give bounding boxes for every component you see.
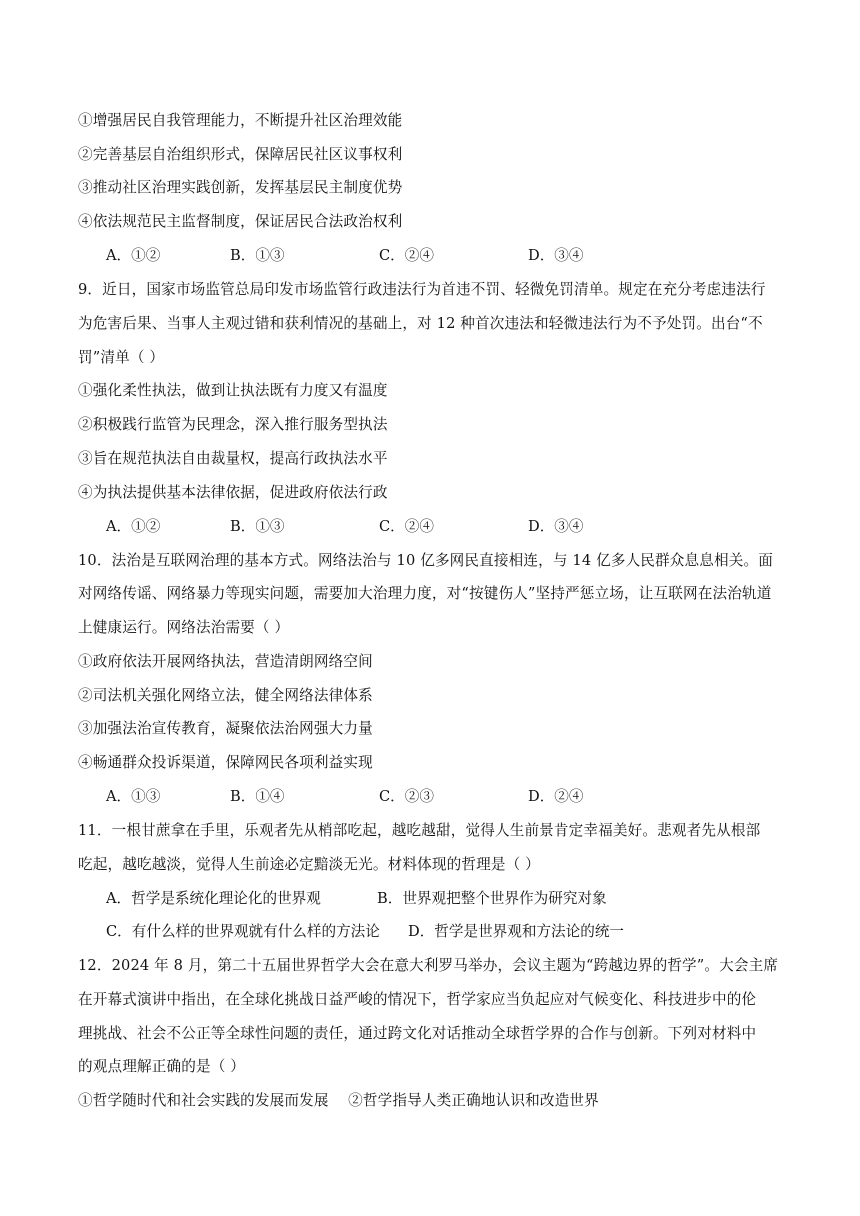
q11-stem-line-1: 11．一根甘蔗拿在手里，乐观者先从梢部吃起，越吃越甜，觉得人生前景肯定幸福美好。悲观者先从根部 <box>78 822 761 839</box>
q10-stem-line-3: 上健康运行。网络法治需要（ ） <box>78 619 290 636</box>
q8-option-a[interactable]: A．①② <box>106 247 161 264</box>
q8-option-b[interactable]: B．①③ <box>230 247 285 264</box>
q10-option-a[interactable]: A．①③ <box>106 788 161 805</box>
q8-statement-3: ③推动社区治理实践创新，发挥基层民主制度优势 <box>78 179 403 196</box>
q9-option-a[interactable]: A．①② <box>106 518 161 535</box>
q11-option-d[interactable]: D．哲学是世界观和方法论的统一 <box>408 923 625 940</box>
q9-statement-3: ③旨在规范执法自由裁量权，提高行政执法水平 <box>78 450 388 467</box>
q8-option-c[interactable]: C．②④ <box>379 247 434 264</box>
q8-statement-2: ②完善基层自治组织形式，保障居民社区议事权利 <box>78 146 403 163</box>
q9-stem-line-1: 9．近日，国家市场监管总局印发市场监管行政违法行为首违不罚、轻微免罚清单。规定在充分考虑违法行 <box>78 281 766 298</box>
q10-statement-2: ②司法机关强化网络立法，健全网络法律体系 <box>78 687 373 704</box>
q10-option-c[interactable]: C．②③ <box>379 788 434 805</box>
q8-statement-1: ①增强居民自我管理能力，不断提升社区治理效能 <box>78 112 403 129</box>
q9-option-b[interactable]: B．①③ <box>230 518 285 535</box>
q9-statement-2: ②积极践行监管为民理念，深入推行服务型执法 <box>78 416 388 433</box>
q12-stem-line-1: 12．2024 年 8 月，第二十五届世界哲学大会在意大利罗马举办，会议主题为“跨越边界的哲学”。大会主席 <box>78 957 779 974</box>
q12-stem-line-2: 在开幕式演讲中指出，在全球化挑战日益严峻的情况下，哲学家应当负起应对气候变化、科技进步中的伦 <box>78 991 757 1008</box>
q10-statement-3: ③加强法治宣传教育，凝聚依法治网强大力量 <box>78 720 373 737</box>
q8-statement-4: ④依法规范民主监督制度，保证居民合法政治权利 <box>78 213 403 230</box>
q9-statement-1: ①强化柔性执法，做到让执法既有力度又有温度 <box>78 382 388 399</box>
q10-statement-4: ④畅通群众投诉渠道，保障网民各项利益实现 <box>78 754 373 771</box>
q9-option-c[interactable]: C．②④ <box>379 518 434 535</box>
q11-option-a[interactable]: A．哲学是系统化理论化的世界观 <box>106 890 321 907</box>
q11-option-c[interactable]: C．有什么样的世界观就有什么样的方法论 <box>106 923 380 940</box>
q10-stem-line-1: 10．法治是互联网治理的基本方式。网络法治与 10 亿多网民直接相连，与 14 亿多人民群众息息相关。面 <box>78 552 774 569</box>
q8-option-d[interactable]: D．③④ <box>528 247 584 264</box>
q10-stem-line-2: 对网络传谣、网络暴力等现实问题，需要加大治理力度，对“按键伤人”坚持严惩立场，让互联网在法治轨道 <box>78 585 772 602</box>
q9-stem-line-2: 为危害后果、当事人主观过错和获利情况的基础上，对 12 种首次违法和轻微违法行为不予处罚。出台“不 <box>78 315 763 332</box>
q12-stem-line-3: 理挑战、社会不公正等全球性问题的责任，通过跨文化对话推动全球哲学界的合作与创新。下列对材料中 <box>78 1025 757 1042</box>
q10-statement-1: ①政府依法开展网络执法，营造清朗网络空间 <box>78 653 373 670</box>
q9-statement-4: ④为执法提供基本法律依据，促进政府依法行政 <box>78 484 388 501</box>
q11-option-b[interactable]: B．世界观把整个世界作为研究对象 <box>377 890 607 907</box>
q9-option-d[interactable]: D．③④ <box>528 518 584 535</box>
q9-stem-line-3: 罚”清单（ ） <box>78 349 165 366</box>
q12-statements-line: ①哲学随时代和社会实践的发展而发展 ②哲学指导人类正确地认识和改造世界 <box>78 1092 599 1109</box>
q10-option-d[interactable]: D．②④ <box>528 788 584 805</box>
q12-stem-line-4: 的观点理解正确的是（ ） <box>78 1058 245 1075</box>
q10-option-b[interactable]: B．①④ <box>230 788 285 805</box>
q11-stem-line-2: 吃起，越吃越淡，觉得人生前途必定黯淡无光。材料体现的哲理是（ ） <box>78 856 540 873</box>
